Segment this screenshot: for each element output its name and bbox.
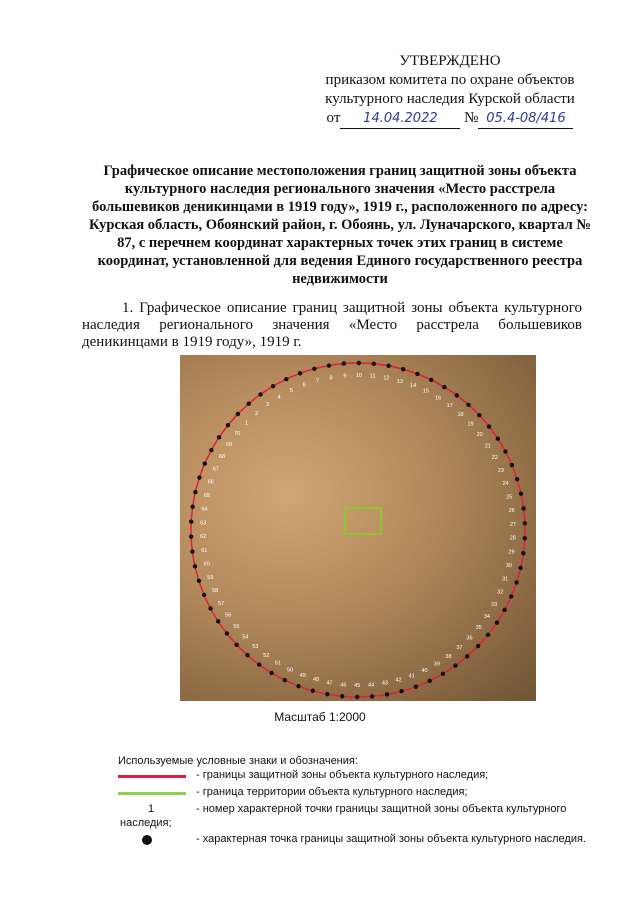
boundary-point: [298, 371, 302, 375]
boundary-point: [453, 663, 457, 667]
point-number: 37: [456, 645, 463, 652]
point-number: 67: [212, 466, 219, 473]
boundary-point: [217, 435, 221, 439]
boundary-point: [284, 377, 288, 381]
approval-date: 14.04.2022: [340, 109, 460, 129]
boundary-point: [357, 361, 361, 365]
point-number: 50: [286, 667, 294, 674]
point-number: 27: [509, 521, 516, 528]
boundary-point: [271, 384, 275, 388]
point-number: 18: [457, 411, 464, 418]
point-number: 70: [234, 430, 241, 437]
boundary-point: [283, 678, 287, 682]
boundary-point: [216, 619, 220, 623]
point-number: 55: [233, 624, 240, 631]
point-number: 23: [497, 467, 504, 474]
legend-red-line: [118, 775, 186, 778]
point-number: 17: [446, 403, 453, 410]
point-number: 25: [506, 494, 513, 501]
point-number: 69: [226, 441, 233, 448]
point-number: 5: [289, 388, 293, 395]
boundary-point: [476, 644, 480, 648]
point-number: 24: [502, 480, 509, 487]
boundary-point: [193, 564, 197, 568]
boundary-point: [466, 403, 470, 407]
boundary-point: [509, 594, 513, 598]
point-number: 40: [421, 667, 428, 674]
legend-heading: Используемые условные знаки и обозначения:: [118, 755, 358, 767]
boundary-point: [190, 549, 194, 553]
point-number: 19: [467, 421, 474, 428]
boundary-point: [465, 654, 469, 658]
point-number: 47: [326, 680, 333, 687]
boundary-point: [312, 367, 316, 371]
point-number: 57: [218, 600, 225, 607]
point-number: 49: [299, 672, 306, 679]
point-number: 43: [381, 680, 388, 687]
boundary-point: [327, 363, 331, 367]
boundary-point: [414, 684, 418, 688]
point-number: 53: [252, 644, 259, 651]
boundary-point: [325, 692, 329, 696]
boundary-point: [502, 608, 506, 612]
point-number: 21: [484, 443, 491, 450]
boundary-point: [486, 633, 490, 637]
territory-boundary: [345, 508, 381, 534]
boundary-point: [190, 505, 194, 509]
approval-line1: приказом комитета по охране объектов: [325, 72, 575, 88]
point-number: 56: [225, 612, 232, 619]
boundary-point: [386, 364, 390, 368]
boundary-point: [225, 631, 229, 635]
point-number: 46: [340, 682, 347, 689]
legend-green-line: [118, 792, 186, 795]
boundary-point: [257, 662, 261, 666]
legend-number-symbol: 1: [148, 803, 155, 815]
point-number: 16: [435, 395, 442, 402]
legend-item: - граница территории объекта культурного наследия;: [196, 786, 468, 798]
aerial-map: [180, 355, 536, 701]
point-number: 52: [263, 652, 270, 659]
boundary-point: [258, 392, 262, 396]
point-number: 54: [242, 634, 249, 641]
point-number: 22: [491, 455, 498, 462]
boundary-point: [487, 424, 491, 428]
boundary-point: [455, 393, 459, 397]
point-number: 66: [207, 479, 214, 486]
map-scale: Масштаб 1:2000: [274, 710, 366, 724]
point-number: 7: [315, 378, 320, 385]
boundary-point: [193, 490, 197, 494]
boundary-point: [523, 521, 527, 525]
boundary-point: [269, 671, 273, 675]
boundary-point: [245, 653, 249, 657]
point-number: 58: [212, 588, 219, 595]
approval-date-line: [300, 109, 600, 129]
number-prefix: №: [464, 110, 479, 126]
boundary-point: [189, 519, 193, 523]
point-number: 42: [395, 677, 402, 684]
point-number: 61: [201, 548, 208, 555]
boundary-point: [514, 580, 518, 584]
boundary-point: [503, 449, 507, 453]
legend-item-cont: наследия;: [120, 817, 172, 829]
point-number: 4: [277, 394, 281, 401]
boundary-point: [209, 448, 213, 452]
legend-item: - номер характерной точки границы защитной зоны объекта культурного: [196, 803, 567, 815]
boundary-point: [521, 551, 525, 555]
boundary-point: [340, 694, 344, 698]
boundary-point: [399, 689, 403, 693]
point-number: 68: [218, 453, 225, 460]
point-number: 63: [200, 520, 207, 527]
boundary-point: [495, 620, 499, 624]
boundary-point: [372, 362, 376, 366]
boundary-point: [370, 694, 374, 698]
point-number: 45: [354, 682, 361, 689]
boundary-point: [311, 689, 315, 693]
point-number: 28: [509, 535, 516, 542]
point-number: 38: [445, 653, 452, 660]
map-overlay: [180, 355, 536, 701]
point-number: 15: [422, 388, 430, 395]
boundary-point: [197, 579, 201, 583]
point-number: 13: [396, 378, 404, 385]
boundary-point: [226, 423, 230, 427]
boundary-point: [342, 361, 346, 365]
point-number: 34: [483, 614, 490, 621]
point-number: 26: [508, 507, 515, 514]
point-number: 11: [369, 373, 376, 380]
point-number: 3: [265, 402, 270, 409]
legend-item: - характерная точка границы защитной зоны объекта культурного наследия.: [196, 833, 586, 845]
approval-block: [300, 52, 600, 129]
point-number: 51: [274, 660, 281, 667]
boundary-point: [235, 643, 239, 647]
boundary-point: [428, 679, 432, 683]
point-number: 12: [383, 375, 390, 382]
boundary-point: [355, 695, 359, 699]
boundary-point: [477, 413, 481, 417]
point-number: 8: [329, 375, 333, 382]
boundary-point: [385, 692, 389, 696]
boundary-point: [441, 672, 445, 676]
point-number: 36: [466, 635, 473, 642]
point-number: 59: [207, 575, 214, 582]
boundary-point: [496, 436, 500, 440]
boundary-point: [247, 401, 251, 405]
point-number: 48: [312, 677, 320, 684]
point-number: 31: [502, 576, 509, 583]
point-number: 60: [203, 561, 210, 568]
point-number: 35: [475, 625, 482, 632]
date-prefix: от: [326, 110, 341, 126]
legend-item: - границы защитной зоны объекта культурного наследия;: [196, 769, 489, 781]
point-number: 6: [302, 382, 306, 389]
boundary-point: [401, 367, 405, 371]
boundary-point: [296, 684, 300, 688]
boundary-point: [208, 606, 212, 610]
point-number: 14: [410, 383, 417, 390]
point-number: 41: [408, 673, 415, 680]
boundary-point: [189, 534, 193, 538]
approval-number: 05.4-08/416: [478, 109, 573, 129]
point-number: 20: [476, 431, 483, 438]
boundary-point: [197, 475, 201, 479]
point-number: 32: [497, 589, 504, 596]
point-number: 10: [355, 373, 362, 380]
point-number: 39: [433, 661, 440, 668]
point-number: 44: [368, 682, 375, 689]
boundary-point: [521, 506, 525, 510]
section-heading: 1. Графическое описание границ защитной зоны объекта культурного наследия регионального значения «Место расстрела большевиков деникинцами в 1919 году», 1919 г.: [82, 300, 582, 350]
document-title: Графическое описание местоположения границ защитной зоны объекта культурного наследия регионального значения «Место расстрела большевиков деникинцами в 1919 году», 1919 г., расположенного по адресу: Курская область, Обоянский район, г. Обоянь, ул. Луначарского, квартал № 87, с перечнем координат характерных точек этих границ в системе координат, установленной для ведения Единого государственного реестра недвижимости: [89, 163, 591, 287]
boundary-point: [202, 593, 206, 597]
point-number: 1: [244, 420, 249, 427]
boundary-point: [518, 566, 522, 570]
boundary-point: [415, 372, 419, 376]
boundary-point: [519, 491, 523, 495]
point-number: 64: [201, 506, 208, 513]
point-number: 30: [505, 563, 513, 570]
approval-title: УТВЕРЖДЕНО: [399, 53, 501, 69]
point-number: 62: [200, 534, 207, 541]
point-number: 9: [343, 373, 347, 380]
approval-line2: культурного наследия Курской области: [325, 91, 575, 107]
point-number: 29: [508, 549, 515, 556]
point-number: 33: [491, 602, 498, 609]
boundary-point: [442, 385, 446, 389]
boundary-point: [523, 536, 527, 540]
boundary-point: [429, 378, 433, 382]
point-number: 65: [203, 492, 211, 499]
boundary-point: [510, 463, 514, 467]
boundary-point: [203, 461, 207, 465]
boundary-point: [515, 477, 519, 481]
protection-zone-boundary: [191, 363, 525, 697]
point-number: 2: [255, 410, 259, 417]
legend-dot-icon: [142, 835, 152, 845]
boundary-point: [236, 412, 240, 416]
